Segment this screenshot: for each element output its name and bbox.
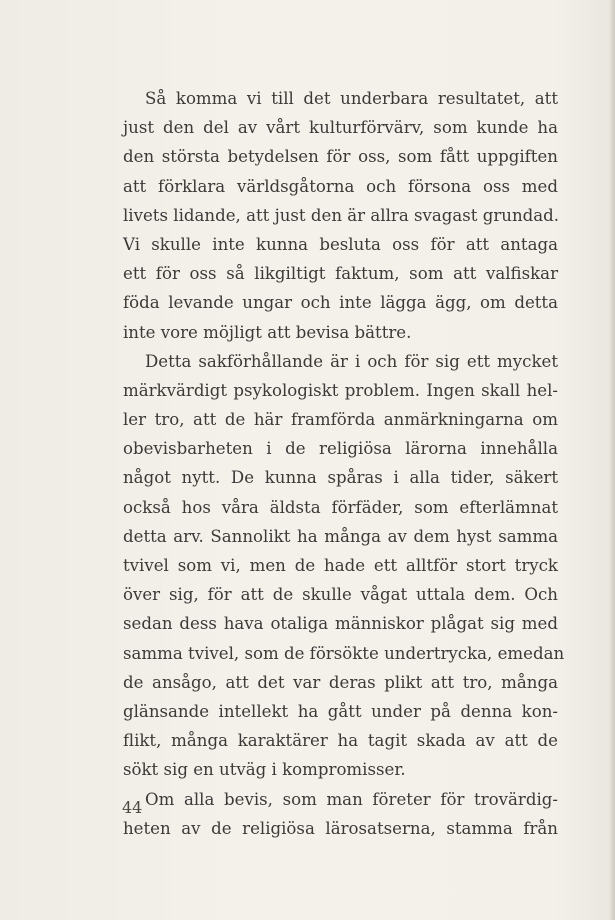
text-line-14: något nytt. De kunna spåras i alla tider, säkert	[123, 468, 558, 488]
text-line-19: sedan dess hava otaliga människor plågat sig med	[123, 614, 558, 634]
text-line-5: livets lidande, att just den är allra svagast grundad.	[123, 205, 560, 225]
text-line-20: samma tvivel, som de försökte undertrycka, emedan	[123, 643, 565, 663]
text-line-16: detta arv. Sannolikt ha många av dem hyst samma	[123, 526, 558, 546]
text-line-3: den största betydelsen för oss, som fått uppgiften	[123, 147, 558, 167]
text-line-15: också hos våra äldsta förfäder, som efterlämnat	[123, 497, 558, 517]
text-line-18: över sig, för att de skulle vågat uttala dem. Och	[123, 585, 558, 605]
text-line-17: tvivel som vi, men de hade ett alltför stort tryck	[123, 556, 558, 575]
text-line-1: Så komma vi till det underbara resultatet, att	[145, 89, 558, 108]
page-edge-shadow	[609, 0, 615, 920]
text-line-2: just den del av vårt kulturförvärv, som kunde ha	[123, 118, 558, 138]
text-line-11: märkvärdigt psykologiskt problem. Ingen skall hel-	[123, 380, 558, 400]
text-line-23: flikt, många karaktärer ha tagit skada av att de	[123, 731, 558, 751]
text-line-8: föda levande ungar och inte lägga ägg, om detta	[123, 293, 558, 313]
text-line-6: Vi skulle inte kunna besluta oss för att antaga	[123, 234, 558, 254]
text-line-9: inte vore möjligt att bevisa bättre.	[123, 322, 412, 342]
page-number: 44	[122, 798, 143, 817]
body-text	[123, 84, 565, 843]
text-line-13: obevisbarheten i de religiösa lärorna innehålla	[123, 439, 558, 459]
text-line-7: ett för oss så likgiltigt faktum, som att valfiskar	[123, 264, 558, 284]
text-line-21: de ansågo, att det var deras plikt att tro, många	[123, 672, 558, 692]
text-line-26: heten av de religiösa lärosatserna, stamma från	[123, 818, 558, 838]
text-line-12: ler tro, att de här framförda anmärkningarna om	[123, 410, 558, 430]
text-line-10: Detta sakförhållande är i och för sig ett mycket	[145, 351, 558, 371]
text-line-4: att förklara världsgåtorna och försona oss med	[123, 176, 558, 196]
text-line-24: sökt sig en utväg i kompromisser.	[123, 760, 406, 780]
text-line-22: glänsande intellekt ha gått under på denna kon-	[123, 701, 558, 721]
text-line-25: Om alla bevis, som man företer för trovärdig-	[145, 789, 558, 809]
